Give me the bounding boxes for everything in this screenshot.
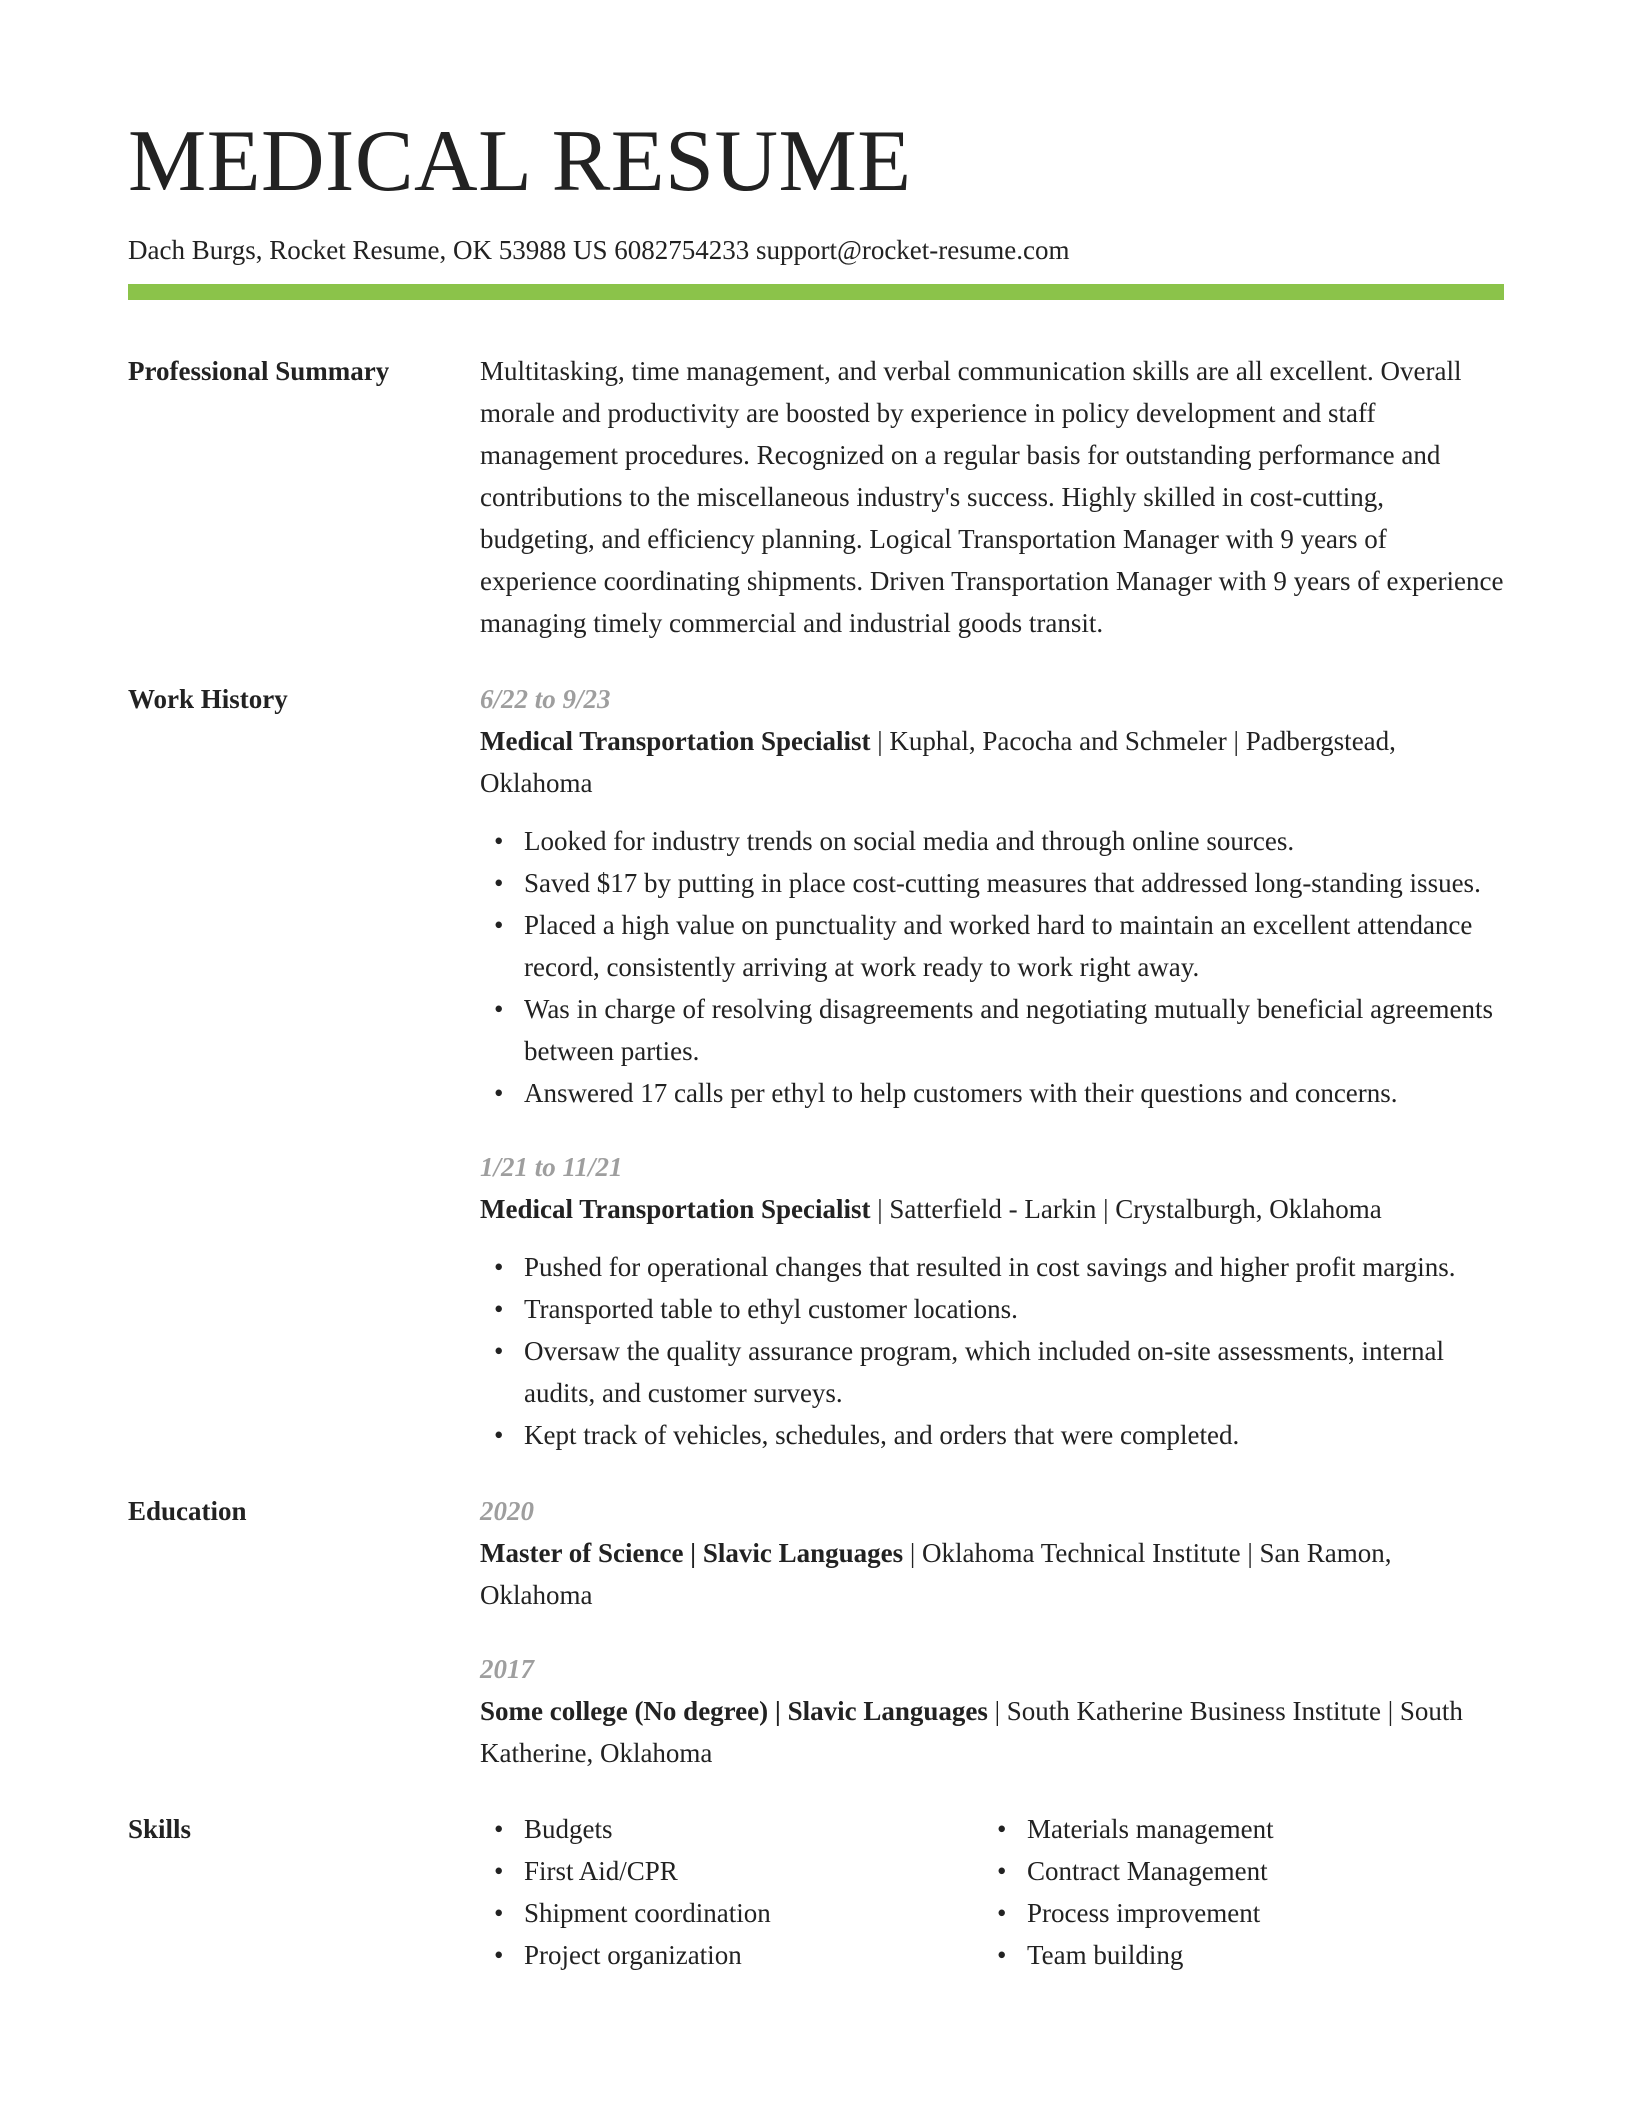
education-section (128, 1490, 1504, 1774)
summary-heading: Professional Summary (128, 356, 390, 387)
job-bullet: • Placed a high value on punctuality and worked hard to maintain an excellent attendance record, consistently arriving at work ready to work right away. (524, 904, 1504, 988)
job-bullet: • Looked for industry trends on social media and through online sources. (524, 820, 1504, 862)
education-body (480, 1490, 1504, 1774)
education-degree: Some college (No degree) | Slavic Languages (480, 1696, 988, 1727)
education-year: 2020 (480, 1496, 534, 1527)
skill-item: • Materials management (1027, 1808, 1504, 1850)
work-history-section (128, 678, 1504, 1456)
education-entry (480, 1490, 1504, 1616)
resume-title: MEDICAL RESUME (128, 113, 912, 210)
education-details: | South Katherine Business Institute | South Katherine, Oklahoma (480, 1696, 1463, 1769)
education-details: | Oklahoma Technical Institute | San Ramon, Oklahoma (480, 1538, 1392, 1611)
skill-item: • Contract Management (1027, 1850, 1504, 1892)
work-history-body (480, 678, 1504, 1456)
skill-item: • Budgets (524, 1808, 983, 1850)
skill-item: • First Aid/CPR (524, 1850, 983, 1892)
job-bullet: • Saved $17 by putting in place cost-cutting measures that addressed long-standing issues. (524, 862, 1504, 904)
accent-divider (128, 284, 1504, 300)
job-bullet: • Pushed for operational changes that resulted in cost savings and higher profit margins. (524, 1246, 1504, 1288)
job-bullet: • Oversaw the quality assurance program, which included on-site assessments, internal audits, and customer surveys. (524, 1330, 1504, 1414)
skills-list-left (480, 1808, 983, 1976)
education-year: 2017 (480, 1654, 534, 1685)
skill-item: • Team building (1027, 1934, 1504, 1976)
skill-item: • Process improvement (1027, 1892, 1504, 1934)
job-details: | Satterfield - Larkin | Crystalburgh, Oklahoma (870, 1194, 1382, 1225)
skill-item: • Project organization (524, 1934, 983, 1976)
job-dates: 6/22 to 9/23 (480, 684, 611, 715)
summary-section (128, 350, 1504, 644)
job-entry (480, 678, 1504, 1114)
education-heading: Education (128, 1496, 247, 1527)
work-history-heading: Work History (128, 684, 288, 715)
job-bullets (480, 820, 1504, 1114)
job-title: Medical Transportation Specialist (480, 1194, 871, 1225)
education-degree: Master of Science | Slavic Languages (480, 1538, 904, 1569)
skills-heading: Skills (128, 1814, 192, 1845)
summary-text: Multitasking, time management, and verbal communication skills are all excellent. Overall morale and productivity are boosted by experience in policy development and staff management procedures. Recognized on a regular basis for outstanding performance and contributions to the miscellaneous industry's success. Highly skilled in cost-cutting, budgeting, and efficiency planning. Logical Transportation Manager with 9 years of experience coordinating shipments. Driven Transportation Manager with 9 years of experience managing timely commercial and industrial goods transit. (480, 356, 1504, 639)
resume-page (128, 113, 1504, 1976)
job-heading (480, 1188, 1504, 1230)
job-entry (480, 1146, 1504, 1456)
job-details: | Kuphal, Pacocha and Schmeler | Padbergstead, Oklahoma (480, 726, 1396, 799)
job-bullet: • Kept track of vehicles, schedules, and orders that were completed. (524, 1414, 1504, 1456)
job-dates: 1/21 to 11/21 (480, 1152, 623, 1183)
skill-item: • Shipment coordination (524, 1892, 983, 1934)
summary-body (480, 350, 1504, 644)
job-bullet: • Was in charge of resolving disagreements and negotiating mutually beneficial agreements between parties. (524, 988, 1504, 1072)
contact-line: Dach Burgs, Rocket Resume, OK 53988 US 6082754233 support@rocket-resume.com (128, 235, 1070, 265)
job-bullets (480, 1246, 1504, 1456)
education-entry (480, 1648, 1504, 1774)
skills-body (480, 1808, 1504, 1976)
job-heading (480, 720, 1504, 804)
skills-list-right (983, 1808, 1504, 1976)
education-heading-line (480, 1532, 1504, 1616)
education-heading-line (480, 1690, 1504, 1774)
job-title: Medical Transportation Specialist (480, 726, 871, 757)
skills-section (128, 1808, 1504, 1976)
job-bullet: • Transported table to ethyl customer locations. (524, 1288, 1504, 1330)
job-bullet: • Answered 17 calls per ethyl to help customers with their questions and concerns. (524, 1072, 1504, 1114)
